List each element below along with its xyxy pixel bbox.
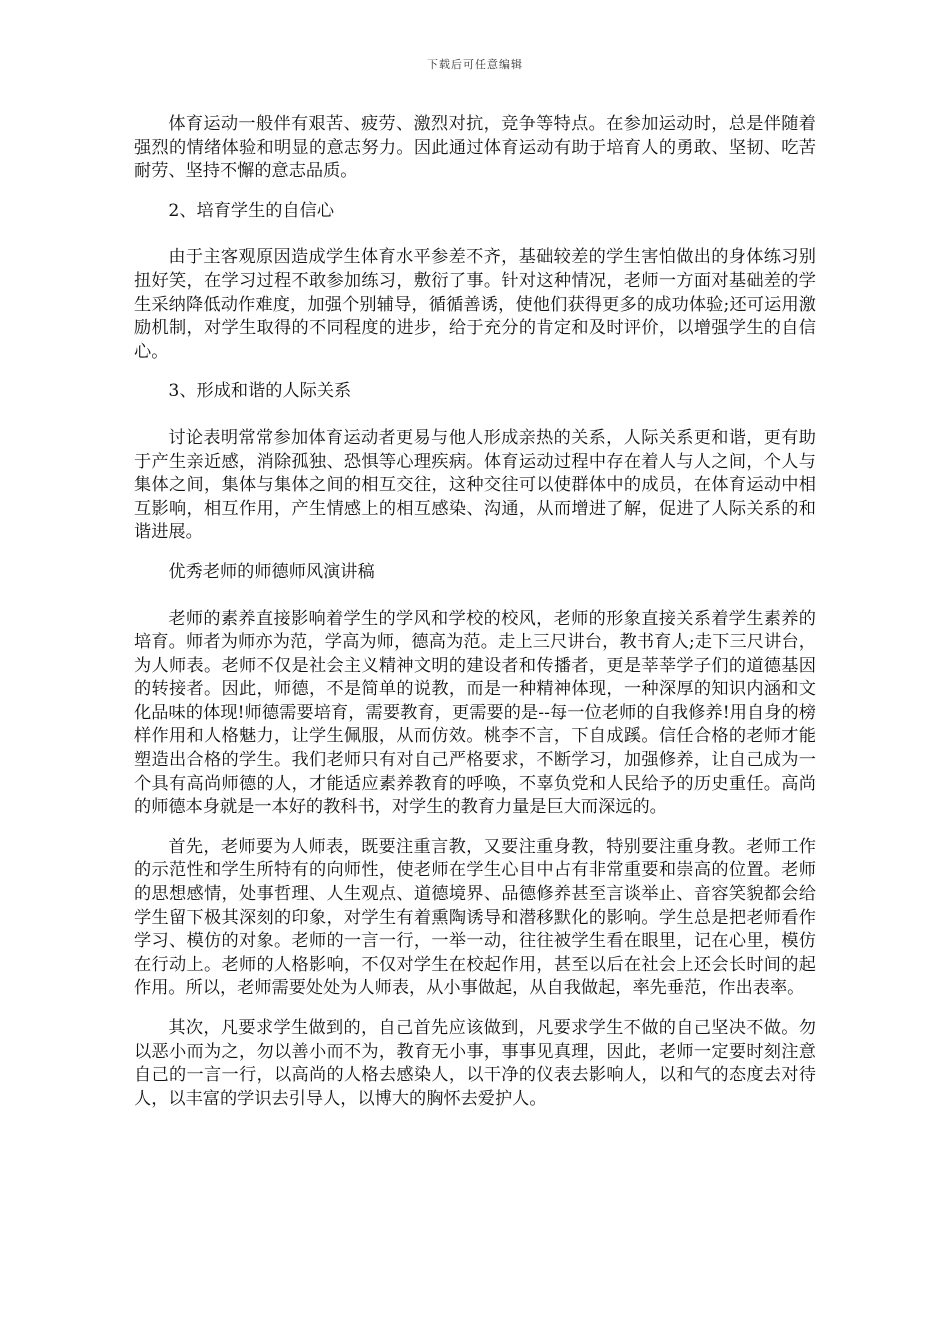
document-body xyxy=(134,113,816,1127)
paragraph: 体育运动一般伴有艰苦、疲劳、激烈对抗，竞争等特点。在参加运动时，总是伴随着强烈的情绪体验和明显的意志努力。因此通过体育运动有助于培育人的勇敢、坚韧、吃苦耐劳、坚持不懈的意志品质。 xyxy=(134,114,816,182)
header-note: 下载后可任意编辑 xyxy=(427,58,523,71)
paragraph: 其次，凡要求学生做到的，自己首先应该做到，凡要求学生不做的自己坚决不做。勿以恶小而为之，勿以善小而不为，教育无小事，事事见真理，因此，老师一定要时刻注意自己的一言一行，以高尚的人格去感染人，以干净的仪表去影响人，以和气的态度去对待人，以丰富的学识去引导人，以博大的胸怀去爱护人。 xyxy=(134,1018,816,1109)
paragraph: 讨论表明常常参加体育运动者更易与他人形成亲热的关系，人际关系更和谐，更有助于产生亲近感，消除孤独、恐惧等心理疾病。体育运动过程中存在着人与人之间，个人与集体之间，集体与集体之间的相互交往，这种交往可以使群体中的成员，在体育运动中相互影响，相互作用，产生情感上的相互感染、沟通，从而增进了解，促进了人际关系的和谐进展。 xyxy=(134,427,816,543)
section-heading: 2、培育学生的自信心 xyxy=(168,200,335,221)
section-heading: 优秀老师的师德师风演讲稿 xyxy=(168,561,375,582)
paragraph: 由于主客观原因造成学生体育水平参差不齐，基础较差的学生害怕做出的身体练习别扭好笑，在学习过程不敢参加练习，敷衍了事。针对这种情况，老师一方面对基础差的学生采纳降低动作难度，加强个别辅导，循循善诱，使他们获得更多的成功体验;还可运用激励机制，对学生取得的不同程度的进步，给于充分的肯定和及时评价，以增强学生的自信心。 xyxy=(134,247,816,362)
section-heading: 3、形成和谐的人际关系 xyxy=(168,381,352,402)
paragraph: 老师的素养直接影响着学生的学风和学校的校风，老师的形象直接关系着学生素养的培育。师者为师亦为范，学高为师，德高为范。走上三尺讲台，教书育人;走下三尺讲台，为人师表。老师不仅是社会主义精神文明的建设者和传播者，更是莘莘学子们的道德基因的转接者。因此，师德，不是简单的说教，而是一种精神体现，一种深厚的知识内涵和文化品味的体现!师德需要培育，需要教育，更需要的是--每一位老师的自我修养!用自身的榜样作用和人格魅力，让学生佩服，从而仿效。桃李不言，下自成蹊。信任合格的老师才能塑造出合格的学生。我们老师只有对自己严格要求，不断学习，加强修养，让自己成为一个具有高尚师德的人，才能适应素养教育的呼唤，不辜负党和人民给予的历史重任。高尚的师德本身就是一本好的教科书，对学生的教育力量是巨大而深远的。 xyxy=(134,608,816,818)
paragraph: 首先，老师要为人师表，既要注重言教，又要注重身教，特别要注重身教。老师工作的示范性和学生所特有的向师性，使老师在学生心目中占有非常重要和崇高的位置。老师的思想感情，处事哲理、人生观点、道德境界、品德修养甚至言谈举止、音容笑貌都会给学生留下极其深刻的印象，对学生有着熏陶诱导和潜移默化的影响。学生总是把老师看作学习、模仿的对象。老师的一言一行，一举一动，往往被学生看在眼里，记在心里，模仿在行动上。老师的人格影响，不仅对学生在校起作用，甚至以后在社会上还会长时间的起作用。所以，老师需要处处为人师表，从小事做起，从自我做起，率先垂范，作出表率。 xyxy=(134,836,816,999)
